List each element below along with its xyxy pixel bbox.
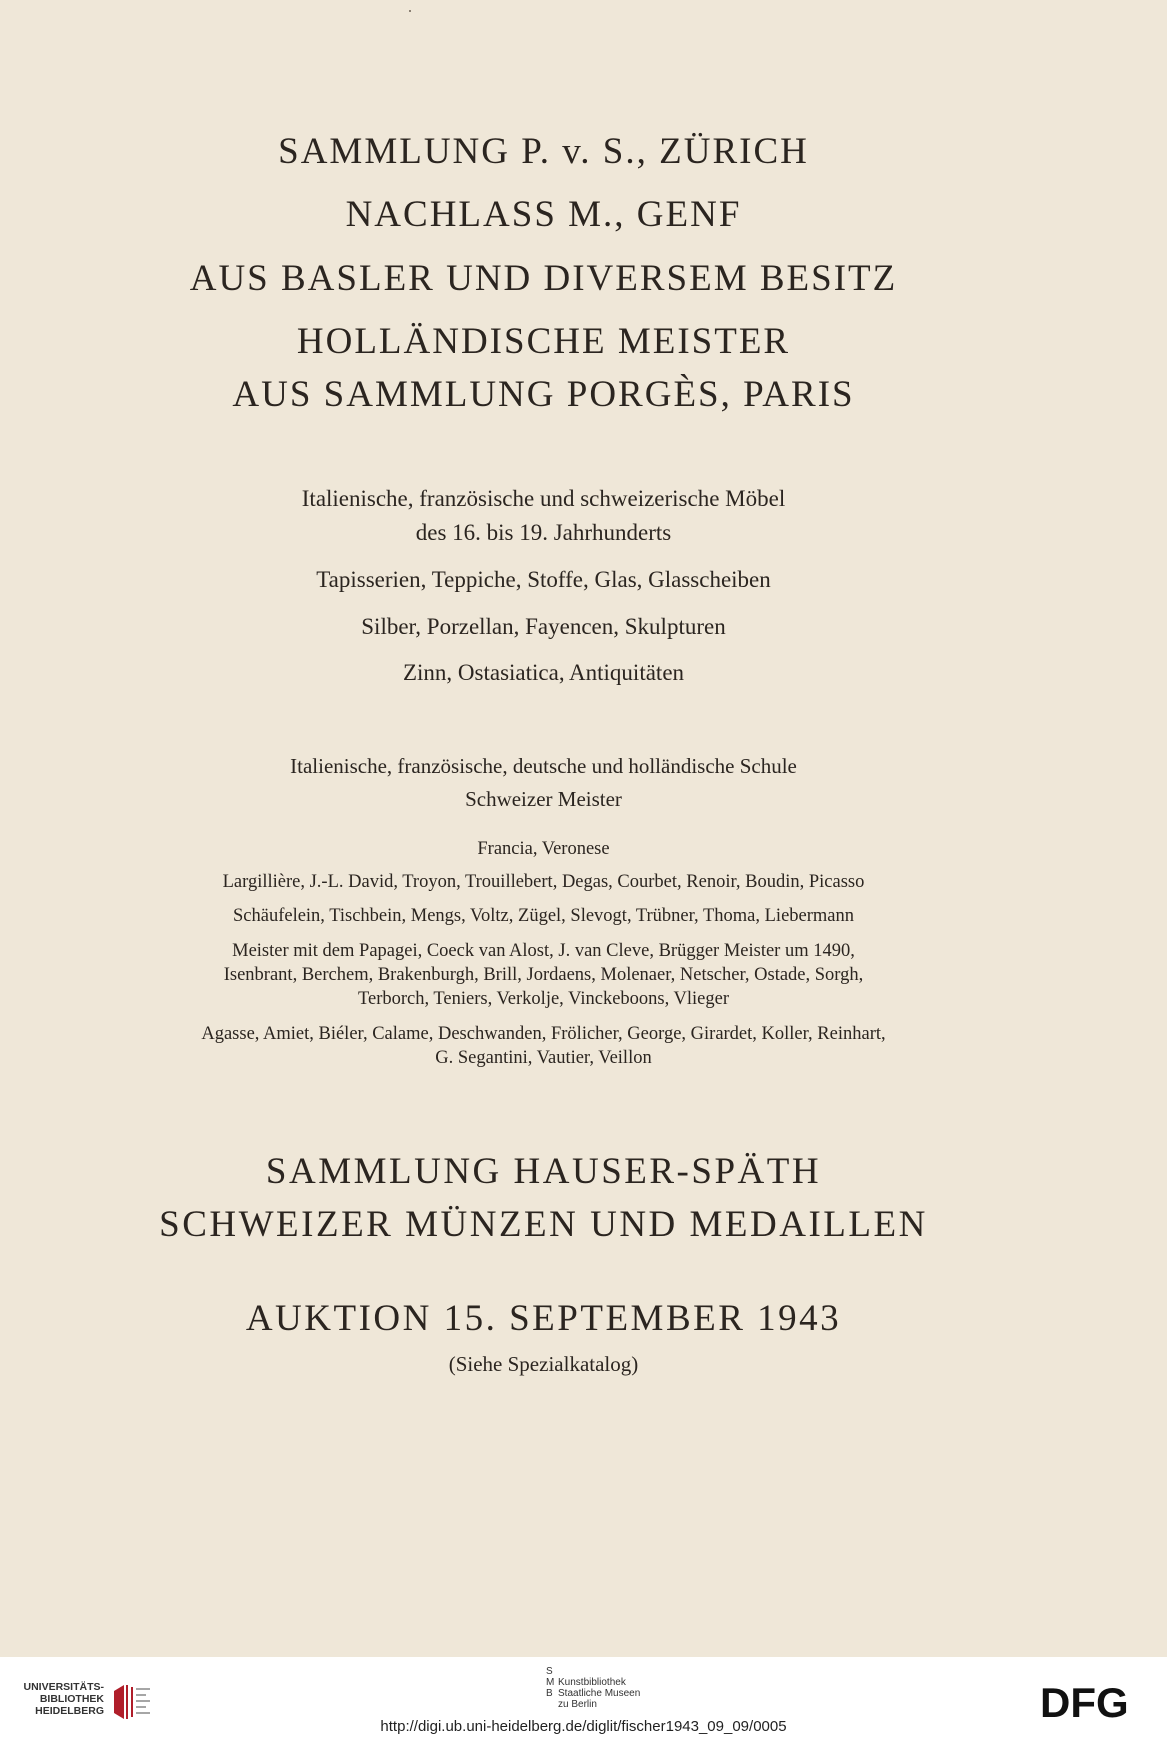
artists-line-1: Francia, Veronese [477,839,610,859]
ub-heidelberg-name: UNIVERSITÄTS- BIBLIOTHEK HEIDELBERG [23,1681,104,1717]
smb-name: Kunstbibliothek Staatliche Museen zu Berlin [558,1677,641,1710]
speck [409,10,411,12]
artists-line-6: Terborch, Teniers, Verkolje, Vinckeboons, Vlieger [357,989,729,1009]
title-line-3: AUS BASLER UND DIVERSEM BESITZ [189,258,898,299]
artists-line-7: Agasse, Amiet, Biéler, Calame, Deschwanden, Frölicher, George, Girardet, Koller, Reinhart, [201,1024,886,1044]
applied-arts-line-5: Zinn, Ostasiatica, Antiquitäten [402,660,685,685]
artists-line-2: Largillière, J.-L. David, Troyon, Trouillebert, Degas, Courbet, Renoir, Boudin, Picasso [222,872,865,892]
applied-arts-line-4: Silber, Porzellan, Fayencen, Skulpturen [361,614,726,639]
title-line-1: SAMMLUNG P. v. S., ZÜRICH [278,131,809,172]
title-line-4: HOLLÄNDISCHE MEISTER [296,321,791,362]
ub-emblem-icon [110,1683,154,1721]
auction-note: (Siehe Spezialkatalog) [448,1352,639,1376]
schools-line-2: Schweizer Meister [465,787,622,811]
dfg-logo[interactable] [1040,1679,1152,1723]
auction-date: AUKTION 15. SEPTEMBER 1943 [245,1298,842,1339]
applied-arts-line-3: Tapisserien, Teppiche, Stoffe, Glas, Glasscheiben [316,567,771,592]
title-line-2: NACHLASS M., GENF [345,194,742,235]
page-url[interactable]: http://digi.ub.uni-heidelberg.de/diglit/fischer1943_09_09/0005 [380,1718,787,1735]
artists-line-3: Schäufelein, Tischbein, Mengs, Voltz, Zügel, Slevogt, Trübner, Thoma, Liebermann [232,906,854,926]
footer-bar [0,1657,1167,1739]
dfg-logo-text: DFG [1040,1679,1129,1723]
artists-line-5: Isenbrant, Berchem, Brakenburgh, Brill, Jordaens, Molenaer, Netscher, Ostade, Sorgh, [223,965,864,985]
title-line-5: AUS SAMMLUNG PORGÈS, PARIS [232,374,855,415]
applied-arts-line-2: des 16. bis 19. Jahrhunderts [415,520,672,545]
applied-arts-line-1: Italienische, französische und schweizerische Möbel [301,486,786,511]
coins-line-2: SCHWEIZER MÜNZEN UND MEDAILLEN [159,1204,928,1245]
smb-letters: S M B [546,1666,555,1699]
coins-line-1: SAMMLUNG HAUSER-SPÄTH [265,1151,822,1192]
artists-line-8: G. Segantini, Vautier, Veillon [435,1048,652,1068]
artists-line-4: Meister mit dem Papagei, Coeck van Alost, J. van Cleve, Brügger Meister um 1490, [232,941,855,961]
schools-line-1: Italienische, französische, deutsche und holländische Schule [290,754,797,778]
